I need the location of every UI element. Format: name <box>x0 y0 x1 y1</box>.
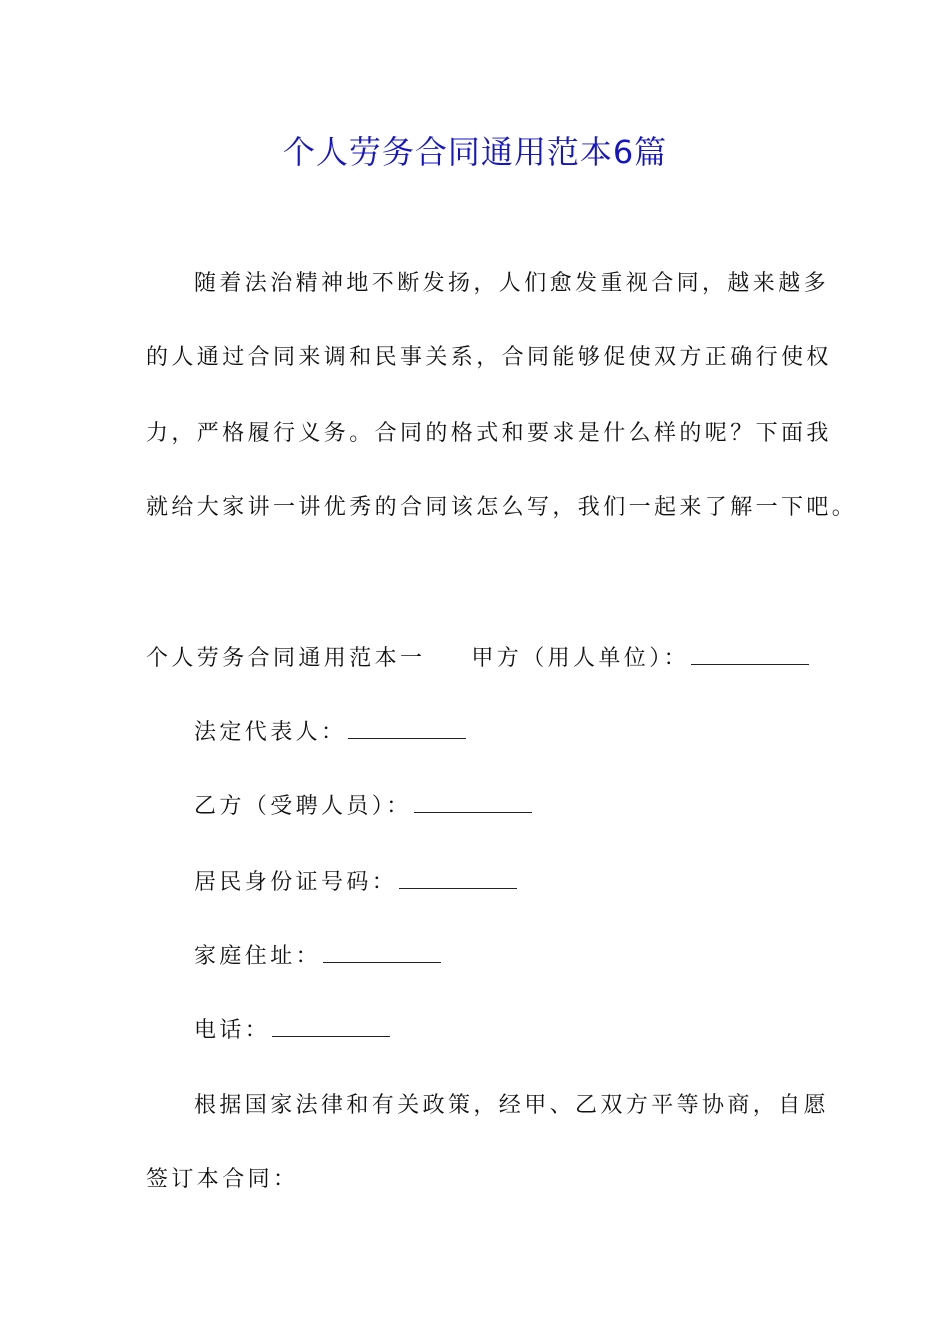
phone-label: 电话： <box>194 1018 271 1043</box>
legal-rep-blank <box>348 716 466 739</box>
legal-rep-line <box>194 716 466 749</box>
legal-rep-label: 法定代表人： <box>194 720 347 745</box>
address-blank <box>323 940 441 963</box>
intro-line-3: 力，严格履行义务。合同的格式和要求是什么样的呢？下面我 <box>146 421 832 446</box>
party-b-label: 乙方（受聘人员）： <box>194 794 412 819</box>
party-b-blank <box>414 790 532 813</box>
party-a-label: 甲方（用人单位）： <box>471 646 690 671</box>
agreement-line-1: 根据国家法律和有关政策，经甲、乙双方平等协商，自愿 <box>194 1093 830 1118</box>
id-number-label: 居民身份证号码： <box>194 870 398 895</box>
phone-line <box>194 1014 390 1047</box>
intro-line-4: 就给大家讲一讲优秀的合同该怎么写，我们一起来了解一下吧。 <box>146 495 858 520</box>
id-number-blank <box>399 866 517 889</box>
party-b-line <box>194 790 532 823</box>
party-a-blank <box>691 642 809 665</box>
intro-line-2: 的人通过合同来调和民事关系，合同能够促使双方正确行使权 <box>146 345 832 370</box>
section-heading-line <box>146 642 809 675</box>
section-heading: 个人劳务合同通用范本一 <box>146 646 426 671</box>
agreement-line-2: 签订本合同： <box>146 1167 299 1192</box>
address-label: 家庭住址： <box>194 944 322 969</box>
id-number-line <box>194 866 517 899</box>
phone-blank <box>272 1014 390 1037</box>
address-line <box>194 940 441 973</box>
document-title: 个人劳务合同通用范本6篇 <box>282 133 668 171</box>
intro-line-1: 随着法治精神地不断发扬，人们愈发重视合同，越来越多 <box>194 271 830 296</box>
